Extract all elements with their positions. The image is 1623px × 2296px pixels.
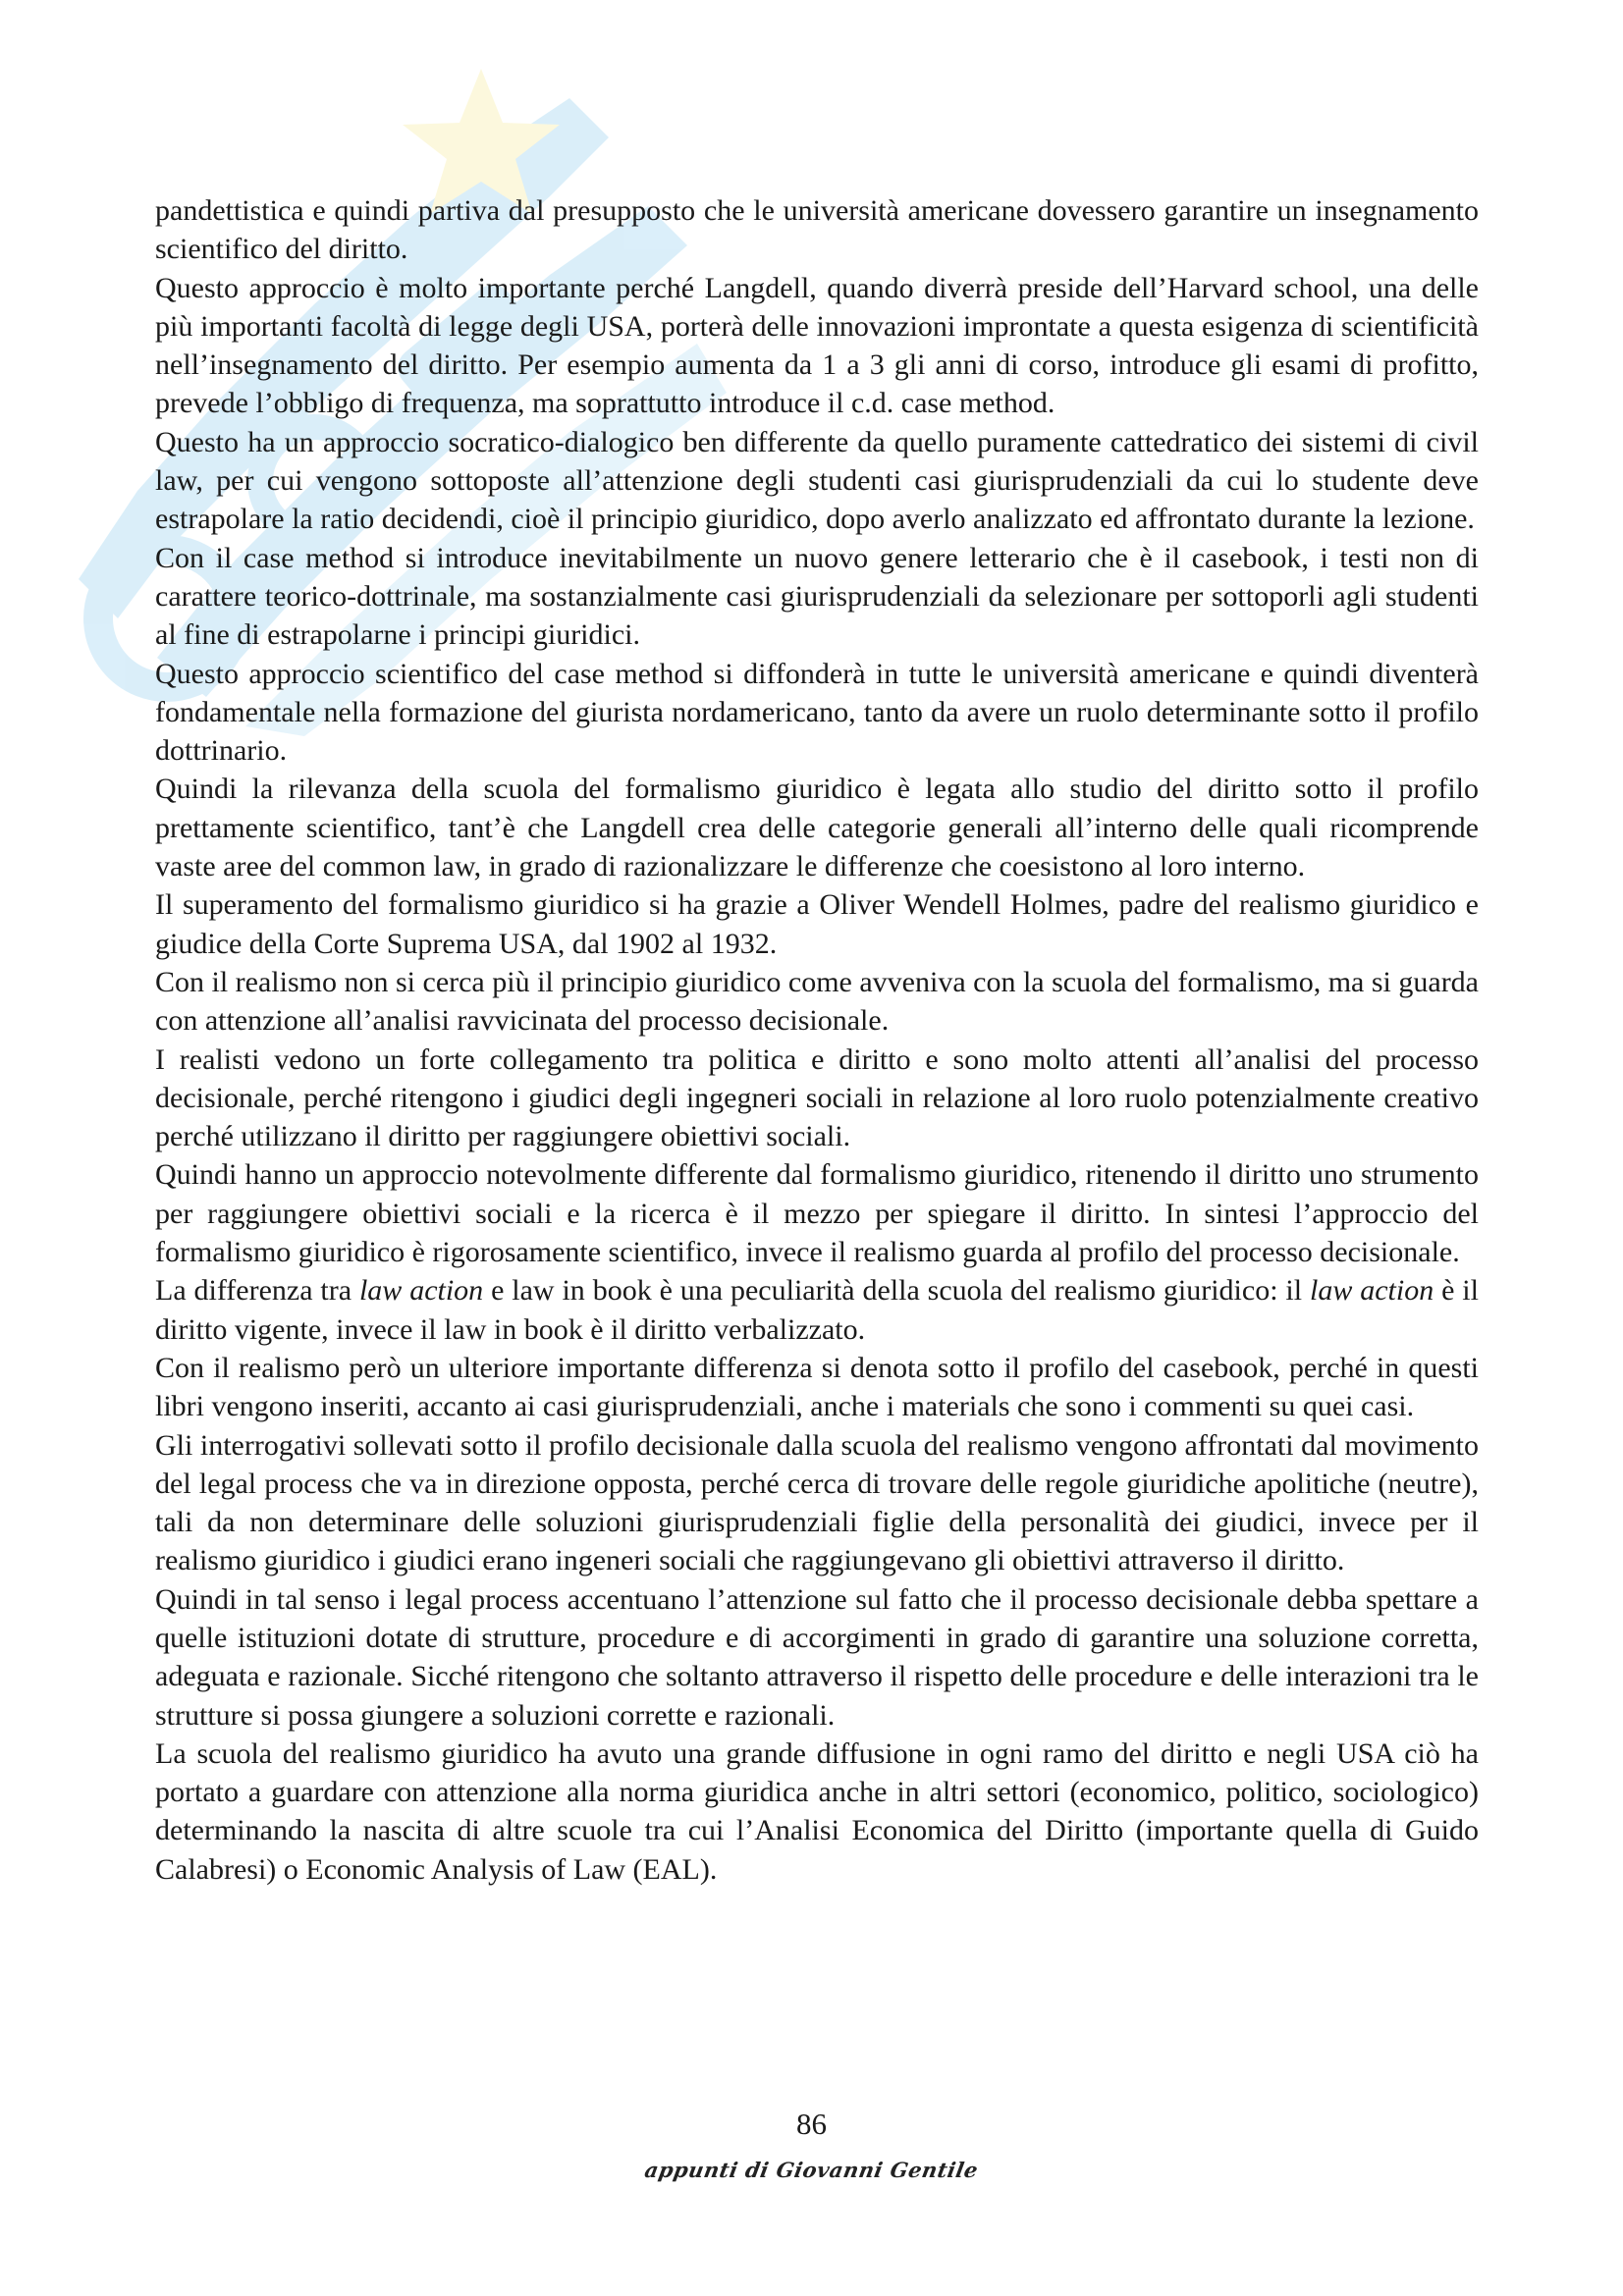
- paragraph: Questo approccio è molto importante perché Langdell, quando diverrà preside dell’Harvard school, una delle più importanti facoltà di legge degli USA, porterà delle innovazioni improntate a questa esigenza di scientificità nell’insegnamento del diritto. Per esempio aumenta da 1 a 3 gli anni di corso, introduce gli esami di profitto, prevede l’obbligo di frequenza, ma soprattutto introduce il c.d. case method.: [155, 271, 1479, 420]
- paragraph: Questo ha un approccio socratico-dialogico ben differente da quello puramente cattedratico dei sistemi di civil law, per cui vengono sottoposte all’attenzione degli studenti casi giurisprudenziali da cui lo studente deve estrapolare la ratio decidendi, cioè il principio giuridico, dopo averlo analizzato ed affrontato durante la lezione.: [155, 425, 1479, 536]
- paragraph: Quindi in tal senso i legal process accentuano l’attenzione sul fatto che il processo decisionale debba spettare a quelle istituzioni dotate di strutture, procedure e di accorgimenti in grado di garantire una soluzione corretta, adeguata e razionale. Sicché ritengono che soltanto attraverso il rispetto delle procedure e delle interazioni tra le strutture si possa giungere a soluzioni corrette e razionali.: [155, 1582, 1479, 1732]
- paragraph: Gli interrogativi sollevati sotto il profilo decisionale dalla scuola del realismo vengono affrontati dal movimento del legal process che va in direzione opposta, perché cerca di trovare delle regole giuridiche apolitiche (neutre), tali da non determinare delle soluzioni giurisprudenziali figlie della personalità dei giudici, invece per il realismo giuridico i giudici erano ingeneri sociali che raggiungevano gli obiettivi attraverso il diritto.: [155, 1428, 1479, 1577]
- paragraph: Con il realismo però un ulteriore importante differenza si denota sotto il profilo del casebook, perché in questi libri vengono inseriti, accanto ai casi giurisprudenziali, anche i materials che sono i commenti su quei casi.: [155, 1351, 1479, 1423]
- text-fragment: è il diritto vigente, invece il law in book è il diritto verbalizzato.: [155, 1274, 1479, 1346]
- text-fragment: e law in book è una peculiarità della scuola del realismo giuridico: il: [483, 1274, 1310, 1308]
- body-text: [155, 191, 1479, 1889]
- page-number: 86: [796, 2107, 827, 2141]
- paragraph: pandettistica e quindi partiva dal presupposto che le università americane dovessero garantire un insegnamento scientifico del diritto.: [155, 194, 1479, 266]
- paragraph: Il superamento del formalismo giuridico si ha grazie a Oliver Wendell Holmes, padre del realismo giuridico e giudice della Corte Suprema USA, dal 1902 al 1932.: [155, 888, 1479, 960]
- italic-term: law action: [358, 1274, 484, 1308]
- paragraph: Questo approccio scientifico del case method si diffonderà in tutte le università americane e quindi diventerà fondamentale nella formazione del giurista nordamericano, tanto da avere un ruolo determinante sotto il profilo dottrinario.: [155, 657, 1479, 768]
- paragraph: Quindi la rilevanza della scuola del formalismo giuridico è legata allo studio del diritto sotto il profilo prettamente scientifico, tant’è che Langdell crea delle categorie generali all’interno delle quali ricomprende vaste aree del common law, in grado di razionalizzare le differenze che coesistono al loro interno.: [155, 773, 1479, 883]
- paragraph: La scuola del realismo giuridico ha avuto una grande diffusione in ogni ramo del diritto e negli USA ciò ha portato a guardare con attenzione alla norma giuridica anche in altri settori (economico, politico, sociologico) determinando la nascita di altre scuole tra cui l’Analisi Economica del Diritto (importante quella di Guido Calabresi) o Economic Analysis of Law (EAL).: [155, 1736, 1479, 1886]
- paragraph: I realisti vedono un forte collegamento tra politica e diritto e sono molto attenti all’analisi del processo decisionale, perché ritengono i giudici degli ingegneri sociali in relazione al loro ruolo potenzialmente creativo perché utilizzano il diritto per raggiungere obiettivi sociali.: [155, 1042, 1479, 1153]
- italic-term: law action: [1309, 1274, 1434, 1308]
- paragraph: Con il realismo non si cerca più il principio giuridico come avveniva con la scuola del formalismo, ma si guarda con attenzione all’analisi ravvicinata del processo decisionale.: [155, 965, 1479, 1038]
- paragraph-law-action: [155, 1271, 1479, 1349]
- author-signature: appunti di Giovanni Gentile: [642, 2158, 981, 2182]
- text-fragment: La differenza tra: [155, 1274, 359, 1308]
- paragraph: Quindi hanno un approccio notevolmente differente dal formalismo giuridico, ritenendo il diritto uno strumento per raggiungere obiettivi sociali e la ricerca è il mezzo per spiegare il diritto. In sintesi l’approccio del formalismo giuridico è rigorosamente scientifico, invece il realismo guarda al profilo del processo decisionale.: [155, 1158, 1479, 1269]
- paragraph: Con il case method si introduce inevitabilmente un nuovo genere letterario che è il casebook, i testi non di carattere teorico-dottrinale, ma sostanzialmente casi giurisprudenziali da selezionare per sottoporli agli studenti al fine di estrapolarne i principi giuridici.: [155, 541, 1479, 652]
